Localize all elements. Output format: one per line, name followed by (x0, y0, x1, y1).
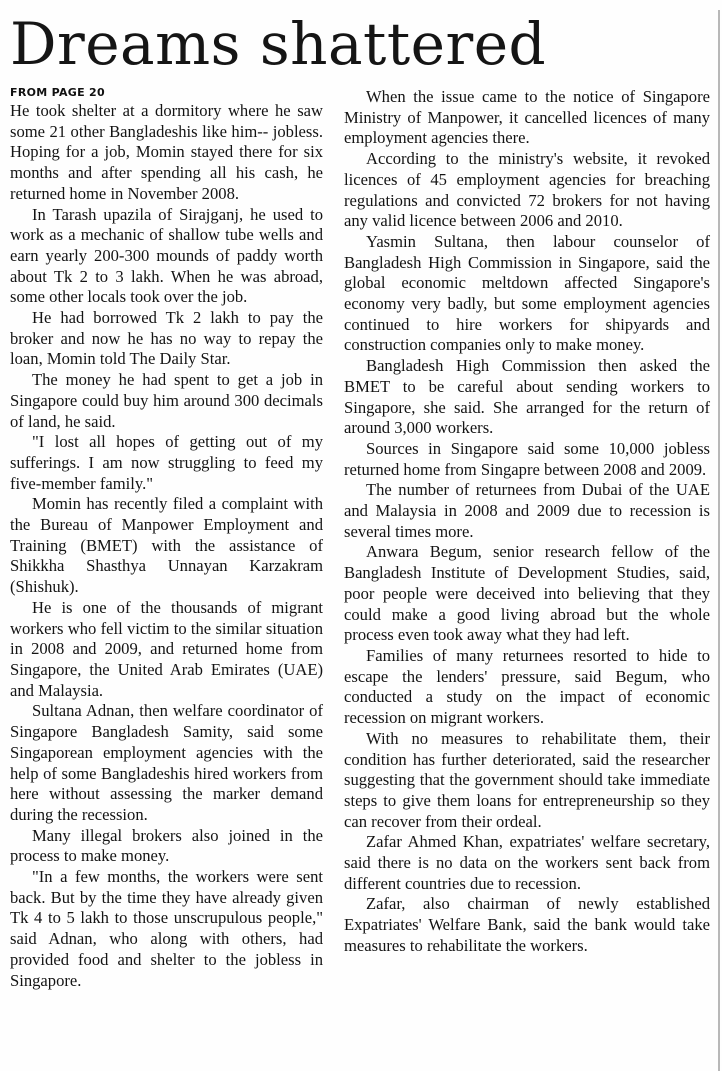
headline: Dreams shattered (10, 10, 547, 78)
paragraph: Many illegal brokers also joined in the process to make money. (10, 825, 323, 866)
paragraph: Bangladesh High Commission then asked the BMET to be careful about sending workers to Singapore, she said. She arranged for the return of around 3,000 workers. (344, 356, 710, 438)
paragraph: According to the ministry's website, it revoked licences of 45 employment agencies for breaching regulations and convicted 72 brokers for not having any valid licence between 2006 and 2010. (344, 149, 710, 231)
paragraph: "I lost all hopes of getting out of my sufferings. I am now struggling to feed my five-member family." (10, 432, 323, 493)
paragraph: The number of returnees from Dubai of the UAE and Malaysia in 2008 and 2009 due to recession is several times more. (344, 480, 710, 541)
article-column-left (10, 101, 323, 991)
paragraph: Yasmin Sultana, then labour counselor of Bangladesh High Commission in Singapore, said the global economic meltdown affected Singapore's economy very badly, but some employment agencies continued to hire workers for shipyards and construction companies only to make money. (344, 231, 710, 355)
paragraph: Sultana Adnan, then welfare coordinator of Singapore Bangladesh Samity, said some Singaporean employment agencies with the help of some Bangladeshis hired workers from here without assessing the marker demand during the recession. (10, 701, 323, 824)
paragraph: Families of many returnees resorted to hide to escape the lenders' pressure, said Begum, who conducted a study on the impact of economic recession on migrant workers. (344, 645, 710, 728)
paragraph: Momin has recently filed a complaint with the Bureau of Manpower Employment and Training (BMET) with the assistance of Shikkha Shasthya Unnayan Karzakram (Shishuk). (10, 494, 323, 597)
paragraph: Anwara Begum, senior research fellow of the Bangladesh Institute of Development Studies, said, poor people were deceived into believing that they could make a good living abroad but the whole process even took away what they had left. (344, 542, 710, 645)
paragraph: Zafar, also chairman of newly established Expatriates' Welfare Bank, said the bank would take measures to rehabilitate the workers. (344, 894, 710, 955)
paragraph: He is one of the thousands of migrant workers who fell victim to the similar situation in 2008 and 2009, and returned home from Singapore, the United Arab Emirates (UAE) and Malaysia. (10, 597, 323, 700)
paragraph: Sources in Singapore said some 10,000 jobless returned home from Singapre between 2008 and 2009. (344, 438, 710, 479)
column-edge-rule (718, 10, 720, 1071)
paragraph: In Tarash upazila of Sirajganj, he used to work as a mechanic of shallow tube wells and earn yearly 200-300 mounds of paddy worth about Tk 2 to 3 lakh. When he was abroad, some other locals took over the job. (10, 204, 323, 307)
paragraph: The money he had spent to get a job in Singapore could buy him around 300 decimals of land, he said. (10, 370, 323, 431)
article-column-right (344, 87, 710, 957)
paragraph: Zafar Ahmed Khan, expatriates' welfare secretary, said there is no data on the workers sent back from different countries due to recession. (344, 832, 710, 893)
paragraph: He had borrowed Tk 2 lakh to pay the broker and now he has no way to repay the loan, Momin told The Daily Star. (10, 308, 323, 369)
paragraph: With no measures to rehabilitate them, their condition has further deteriorated, said the researcher suggesting that the government should take immediate steps to give them loans for entrepreneurship so they can recover from their ordeal. (344, 728, 710, 831)
paragraph: "In a few months, the workers were sent back. But by the time they have already given Tk 4 to 5 lakh to those unscrupulous people," said Adnan, who along with others, had provided food and shelter to the jobless in Singapore. (10, 867, 323, 990)
paragraph: He took shelter at a dormitory where he saw some 21 other Bangladeshis like him-- jobless. Hoping for a job, Momin stayed there for six months and after spending all his cash, he returned home in November 2008. (10, 101, 323, 203)
paragraph: When the issue came to the notice of Singapore Ministry of Manpower, it cancelled licences of many employment agencies there. (344, 87, 710, 148)
continued-from-label: FROM PAGE 20 (10, 86, 105, 99)
